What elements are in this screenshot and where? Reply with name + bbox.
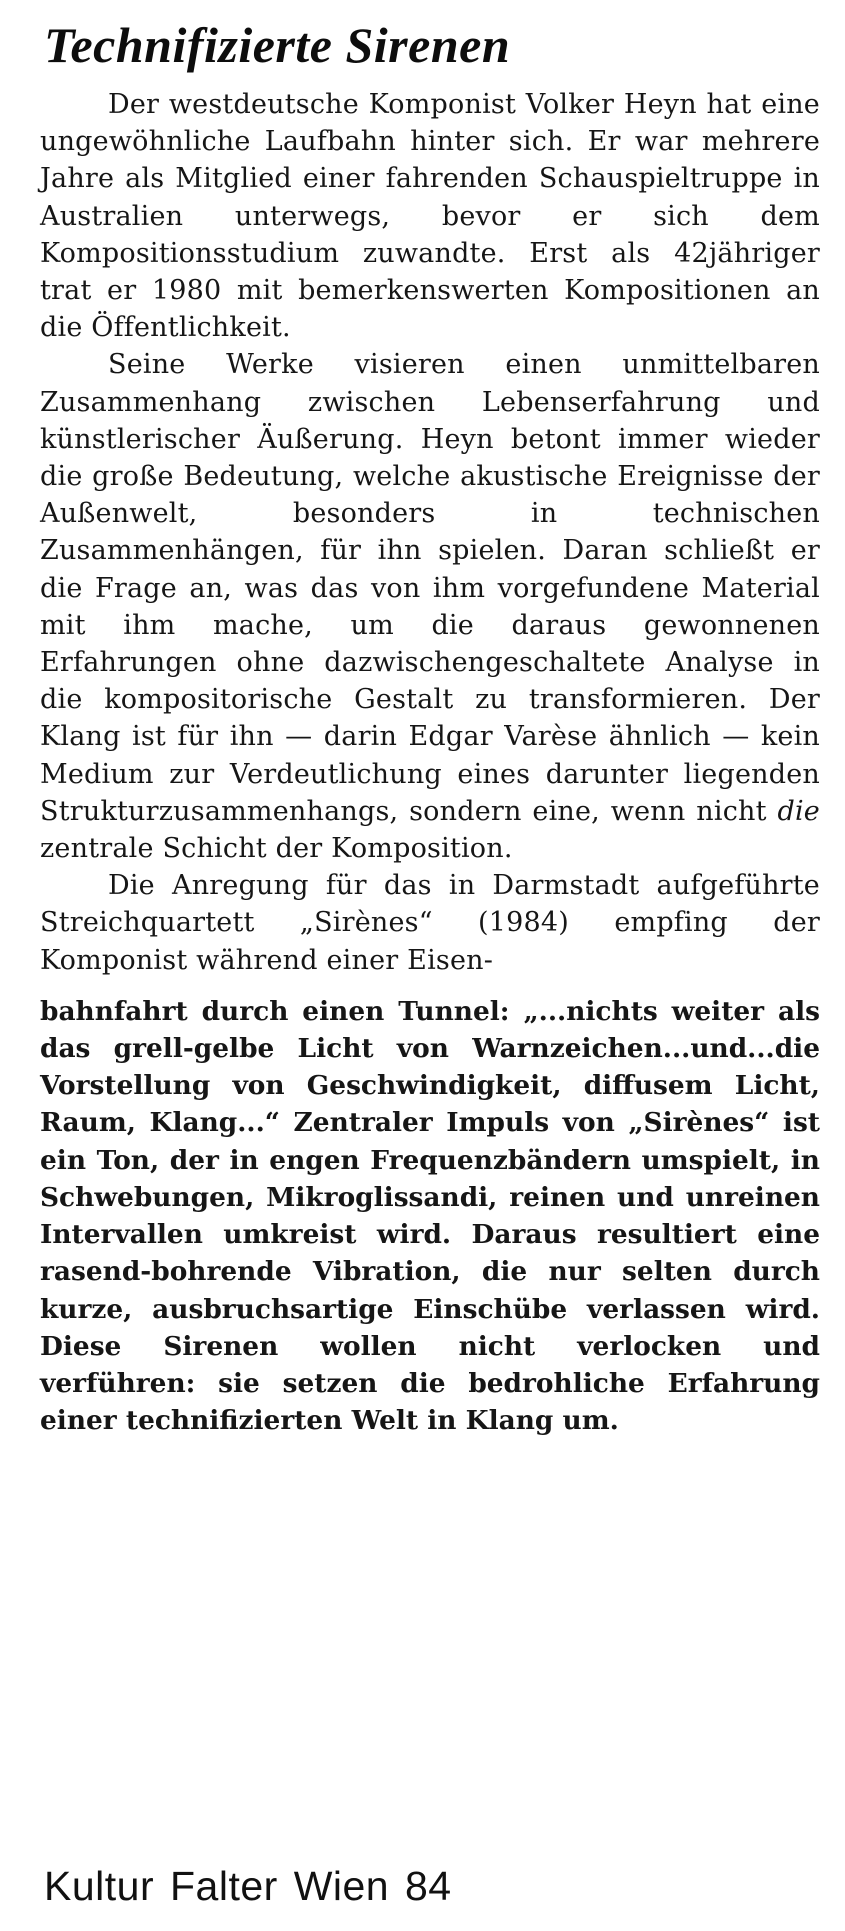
source-note: Kultur Falter Wien 84 <box>44 1863 452 1909</box>
article-headline: Technifizierte Sirenen <box>44 17 511 73</box>
article-paragraph <box>40 346 820 867</box>
article-body <box>40 86 820 1439</box>
paragraph-text: Seine Werke visieren einen unmittelbaren Zusammenhang zwischen Lebenserfahrung und künstlerischer Äußerung. Heyn betont immer wieder die große Bedeutung, welche akustische Ereignisse der Außenwelt, besonders in technischen Zusammenhängen, für ihn spielen. Daran schließt er die Frage an, was das von ihm vorgefundene Material mit ihm mache, um die daraus gewonnenen Erfahrungen ohne dazwischengeschaltete Analyse in die kompositorische Gestalt zu transformieren. Der Klang ist für ihn — darin Edgar Varèse ähnlich — kein Medium zur Verdeutlichung eines darunter liegenden Strukturzusammenhangs, sondern eine, wenn nicht <box>40 349 820 827</box>
article-paragraph: Die Anregung für das in Darmstadt aufgeführte Streichquartett „Sirènes“ (1984) empfing der Komponist während einer Eisen- <box>40 870 820 976</box>
emphasized-word: die <box>777 795 820 827</box>
column-gap <box>40 979 820 993</box>
article-paragraph-continued: bahnfahrt durch einen Tunnel: „...nichts weiter als das grell-gelbe Licht von Warnzeichen...und...die Vorstellung von Geschwindigkeit, diffusem Licht, Raum, Klang...“ Zentraler Impuls von „Sirènes“ ist ein Ton, der in engen Frequenzbändern umspielt, in Schwebungen, Mikroglissandi, reinen und unreinen Intervallen umkreist wird. Daraus resultiert eine rasend-bohrende Vibration, die nur selten durch kurze, ausbruchsartige Einschübe verlassen wird. Diese Sirenen wollen nicht verlocken und verführen: sie setzen die bedrohliche Erfahrung einer technifizierten Welt in Klang um. <box>40 995 820 1437</box>
article-paragraph: Der westdeutsche Komponist Volker Heyn hat eine ungewöhnliche Laufbahn hinter sich. Er war mehrere Jahre als Mitglied einer fahrenden Schauspieltruppe in Australien unterwegs, bevor er sich dem Kompositionsstudium zuwandte. Erst als 42jähriger trat er 1980 mit bemerkenswerten Kompositionen an die Öffentlichkeit. <box>40 89 820 344</box>
paragraph-text: zentrale Schicht der Komposition. <box>40 833 513 865</box>
newspaper-clipping <box>40 16 820 1439</box>
